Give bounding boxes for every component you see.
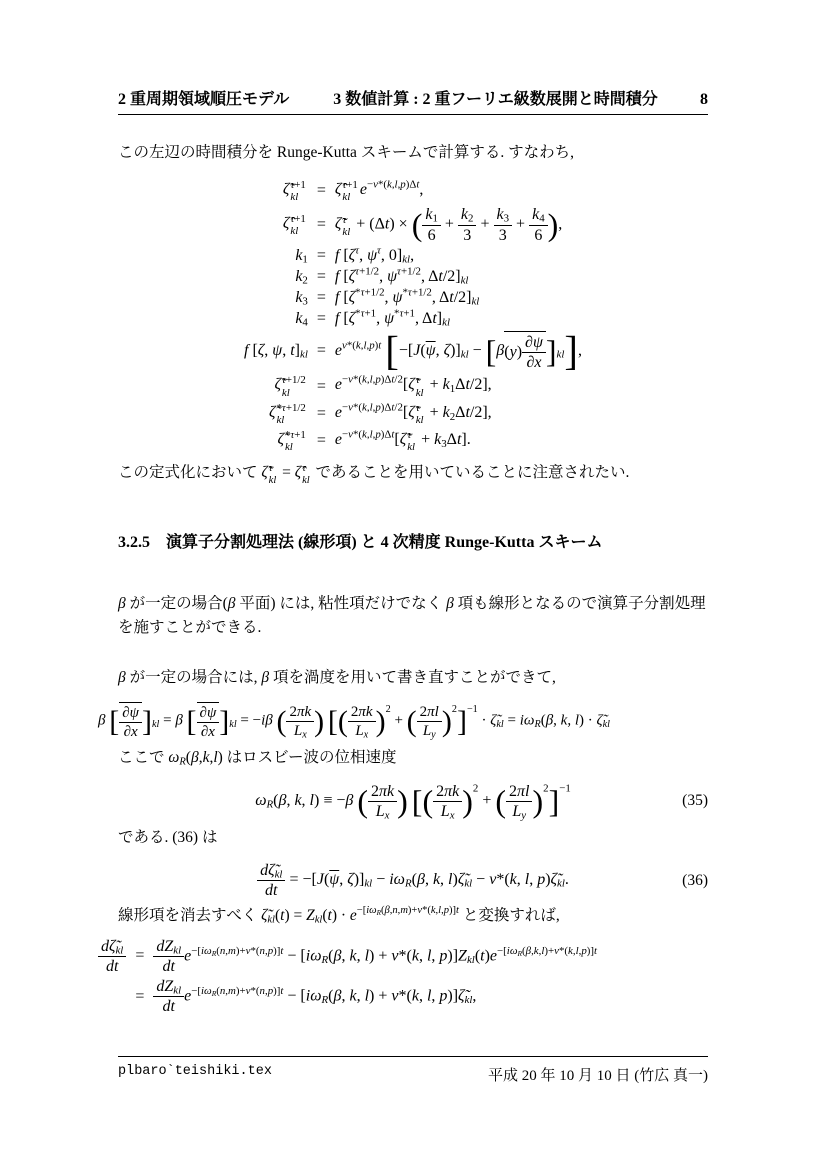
- equation-35-body: $\omega_R(\beta$, k, l) ≡ −β ( $\frac{2\pi k}{L_x}$ ) [( $\frac{2\pi k}{L_x}$ )$^2$ + ( $\frac{2\pi l}{L_y}$ )$^2$]$^{-1}$: [255, 782, 571, 822]
- equals-sign: =: [316, 309, 326, 327]
- equation-lhs: $k_3$: [295, 288, 308, 308]
- equals-sign: =: [316, 216, 326, 234]
- equation-rhs: f [$\zeta^\tau$, $\psi^\tau$, $0]_{kl}$,: [334, 244, 415, 266]
- paragraph-transform: 線形項を消去すべく $\zetã_{kl}(t) = Z_{kl}(t) \cdot e^{-[i\omega_R(\beta,n,m)+\nu*(k,l,p)]t}$ と変換すれば,: [118, 905, 560, 926]
- equation-lhs: ζ̂ τ+1 kl: [282, 212, 306, 238]
- footer-filename: plbaro`teishiki.tex: [118, 1064, 272, 1079]
- equation-rhs: ζ̂ τ+1 kl $e^{-\nu*(k,l,p)\Delta t}$,: [334, 178, 424, 204]
- equals-sign: =: [316, 182, 326, 200]
- section-title: 演算子分割処理法 (線形項) と 4 次精度 Runge-Kutta スキーム: [166, 534, 603, 552]
- page-footer: [118, 1056, 708, 1085]
- equation-rhs: f [$\zeta^{*\tau+1}$, $\psi^{*\tau+1}$, $\Delta t]_{kl}$: [334, 307, 450, 329]
- footer-date-author: 平成 20 年 10 月 10 日 (竹広 真一): [488, 1068, 708, 1084]
- equation-rhs: $dZ_{kl}$ dt $e^{-[i\omega_R(n,m)+\nu*(n,p)]t} - [i\omega_R(\beta$, k, l) + ν*(k, l, $p)]\zetã_{kl}$,: [153, 978, 597, 1016]
- paragraph-dearu: である. (36) は: [118, 829, 218, 847]
- paragraph-beta-rewrite: β が一定の場合には, β 項を渦度を用いて書き直すことができて,: [118, 669, 556, 687]
- paragraph-note: この定式化において ζ̃ τ kl = ζ̂ τ kl であることを用いていることに注意されたい.: [118, 463, 630, 487]
- equation-rhs: $e^{-\nu*(k,l,p)\Delta t/2}[\zetã$ τ kl + $k_2\Delta t/2$],: [334, 401, 492, 426]
- equals-sign: =: [135, 947, 145, 965]
- equation-lhs: $k_1$: [295, 246, 308, 266]
- equation-rhs: $e^{\nu*(k,l,p)t}$ [$-[J(\overline{\psi}$, $\zeta)]_{kl} - [\beta(y)$ $\frac{\partial\psi}{\partial x}$ ]$_{kl}$],: [334, 328, 582, 374]
- equation-rhs: f [$\zeta^{\tau+1/2}$, $\psi^{\tau+1/2}$, $\Delta t/2]_{kl}$: [334, 265, 469, 287]
- section-heading: [118, 529, 708, 552]
- equation-lhs: ζ̃ *τ+1 kl: [277, 429, 306, 454]
- equation-lhs: ζ̃ τ+1/2 kl: [274, 374, 306, 399]
- equation-rhs: ζ̃ τ kl + (Δt) × ( $\frac{k_1}{6}$ + $\frac{k_2}{3}$ + $\frac{k_3}{3}$ + $\frac{k_4}{6}$ ),: [334, 206, 563, 244]
- page-number: 8: [700, 91, 708, 108]
- equation-rhs: $dZ_{kl}$ dt $e^{-[i\omega_R(n,m)+\nu*(n,p)]t} - [i\omega_R(\beta$, k, l) + ν*(k, l, $p)]Z_{kl}(t)e^{-[i\omega_R(\beta,k,l)+\nu*(k,l,p)]t}$: [153, 938, 597, 976]
- paragraph-beta-linear: β が一定の場合(β 平面) には, 粘性項だけでなく β 項も線形となるので演算子分割処理を施すことができる.: [118, 595, 706, 637]
- equals-sign: =: [316, 246, 326, 264]
- equation-rhs: $e^{-\nu*(k,l,p)\Delta t/2}[\zetã$ τ kl + $k_1\Delta t/2$],: [334, 374, 492, 399]
- equation-36-number: (36): [682, 871, 708, 889]
- equation-lhs: ζ̃ *τ+1/2 kl: [269, 401, 306, 426]
- equals-sign: =: [316, 404, 326, 422]
- equation-lhs: $k_4$: [295, 309, 308, 329]
- equals-sign: =: [316, 377, 326, 395]
- transformed-equation-block: [98, 938, 597, 1016]
- equation-36-body: $\frac{d\zetã_{kl}}{dt}$ = $-[J(\overline{\psi}$, $\zeta)]_{kl} - i\omega_R(\beta$, k, $l)\zetã_{kl} - \nu*(k$, l, $p)\zetã_{kl}$.: [257, 871, 569, 888]
- beta-term-equation: β [ $\frac{\partial\psi}{\partial x}$ ]$_{kl} = \beta$ [ $\frac{\partial\psi}{\partial x}$ ]$_{kl} = -i\beta$ ( $\frac{2\pi k}{L_x}$ ) [( $\frac{2\pi k}{L_x}$ )$^2$ + ( $\frac{2\pi l}{L_y}$ )$^2]^{-1} \cdot \zetã_{kl} = i\omega_R(\beta$, k, $l) \cdot \zetã_{kl}$: [98, 703, 610, 741]
- section-number: 3.2.5: [118, 534, 150, 552]
- equation-rhs: f [$\zeta^{*\tau+1/2}$, $\psi^{*\tau+1/2}$, $\Delta t/2]_{kl}$: [334, 286, 480, 308]
- header-chapter-title: 2 重周期領域順圧モデル: [118, 91, 290, 108]
- equation-35: [118, 783, 708, 821]
- page-header: [118, 86, 708, 115]
- equation-lhs: f [ζ, ψ, $t]_{kl}$: [244, 342, 308, 361]
- equation-35-number: (35): [682, 792, 708, 810]
- header-section-title: 3 数値計算 : 2 重フーリエ級数展開と時間積分: [333, 91, 658, 108]
- equals-sign: =: [316, 432, 326, 450]
- equation-rhs: $e^{-\nu*(k,l,p)\Delta t}[\zetã$ τ kl + $k_3\Delta t$].: [334, 428, 471, 454]
- page-content: [98, 86, 708, 1016]
- equals-sign: =: [316, 288, 326, 306]
- equation-lhs: $\frac{d\zetã_{kl}}{dt}$: [98, 938, 126, 976]
- runge-kutta-equation-block: [244, 179, 582, 453]
- equation-36: [118, 862, 708, 900]
- equation-lhs: ζ̃ τ+1 kl: [282, 179, 306, 204]
- equals-sign: =: [316, 267, 326, 285]
- paragraph-intro: この左辺の時間積分を Runge-Kutta スキームで計算する. すなわち,: [118, 144, 574, 161]
- equals-sign: =: [316, 342, 326, 360]
- equation-lhs: $k_2$: [295, 267, 308, 287]
- equals-sign: =: [135, 987, 145, 1005]
- paragraph-rossby: ここで $\omega_R(\beta,k,l)$ はロスビー波の位相速度: [118, 749, 397, 769]
